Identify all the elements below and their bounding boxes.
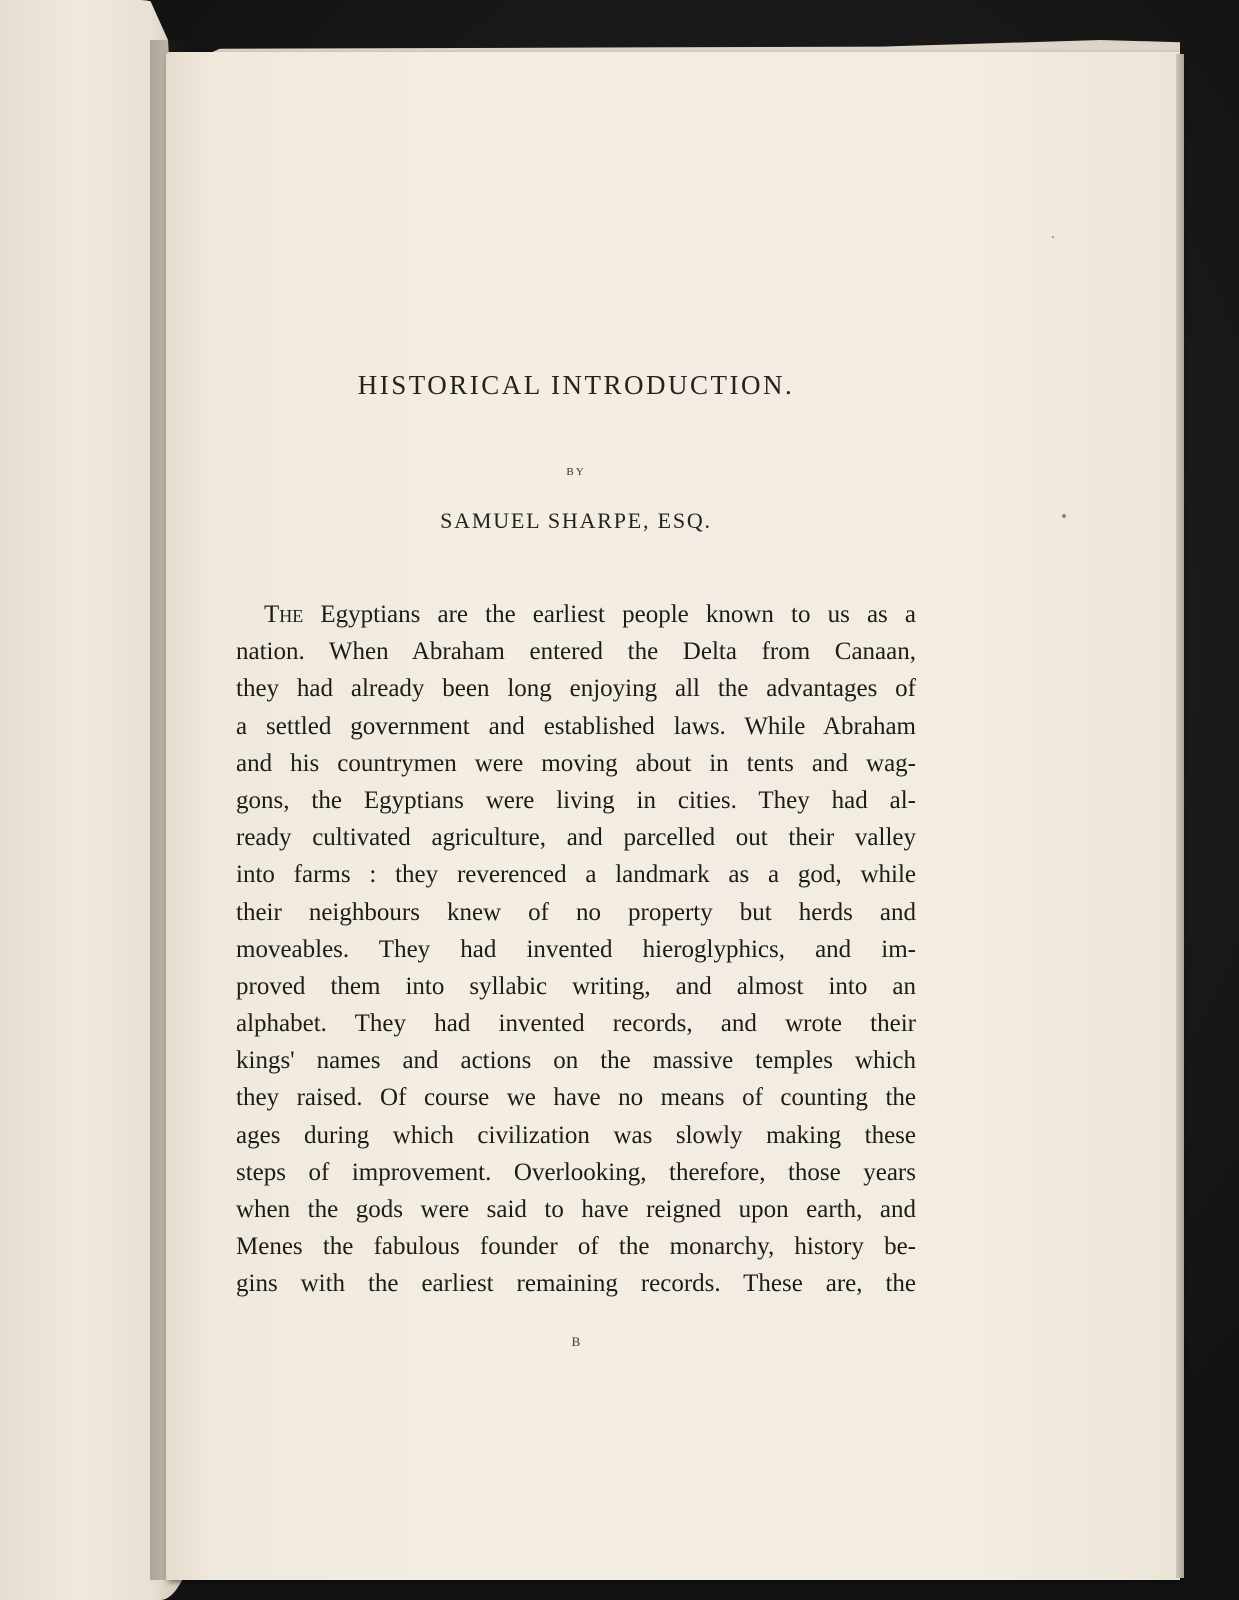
text-line: ages during which civilization was slowly making these <box>236 1121 916 1149</box>
text-line: their neighbours knew of no property but herds and <box>236 898 916 926</box>
drop-word: The <box>264 601 304 628</box>
paper-speck <box>1052 236 1054 238</box>
text-line: they had already been long enjoying all the advantages of <box>236 675 916 703</box>
text-line: Menes the fabulous founder of the monarchy, history be- <box>236 1233 916 1261</box>
text-line: gins with the earliest remaining records. These are, the <box>236 1270 916 1298</box>
text-line: proved them into syllabic writing, and almost into an <box>236 972 916 1000</box>
text-line: The Egyptians are the earliest people known to us as a <box>264 601 916 628</box>
body-paragraph <box>236 596 916 1303</box>
text-line: they raised. Of course we have no means of counting the <box>236 1084 916 1112</box>
text-line: and his countrymen were moving about in tents and wag- <box>236 749 916 777</box>
byline-label: BY <box>566 466 586 478</box>
page-fore-edge <box>1176 54 1184 1578</box>
text-line: moveables. They had invented hieroglyphics, and im- <box>236 935 916 963</box>
text-line: nation. When Abraham entered the Delta from Canaan, <box>236 638 916 666</box>
text-line: into farms : they reverenced a landmark as a god, while <box>236 861 916 889</box>
chapter-title: HISTORICAL INTRODUCTION. <box>357 370 795 400</box>
text-line: a settled government and established laws. While Abraham <box>236 712 916 740</box>
text-line: steps of improvement. Overlooking, therefore, those years <box>236 1158 916 1186</box>
paper-speck <box>1062 514 1066 518</box>
text-line: kings' names and actions on the massive temples which <box>236 1047 916 1075</box>
text-line: ready cultivated agriculture, and parcelled out their valley <box>236 824 916 852</box>
text-line: when the gods were said to have reigned upon earth, and <box>236 1196 916 1223</box>
author-name: SAMUEL SHARPE, ESQ. <box>440 508 712 533</box>
text-line: alphabet. They had invented records, and wrote their <box>236 1010 916 1038</box>
text-line: gons, the Egyptians were living in cities. They had al- <box>236 786 916 814</box>
signature-mark: B <box>571 1334 581 1349</box>
